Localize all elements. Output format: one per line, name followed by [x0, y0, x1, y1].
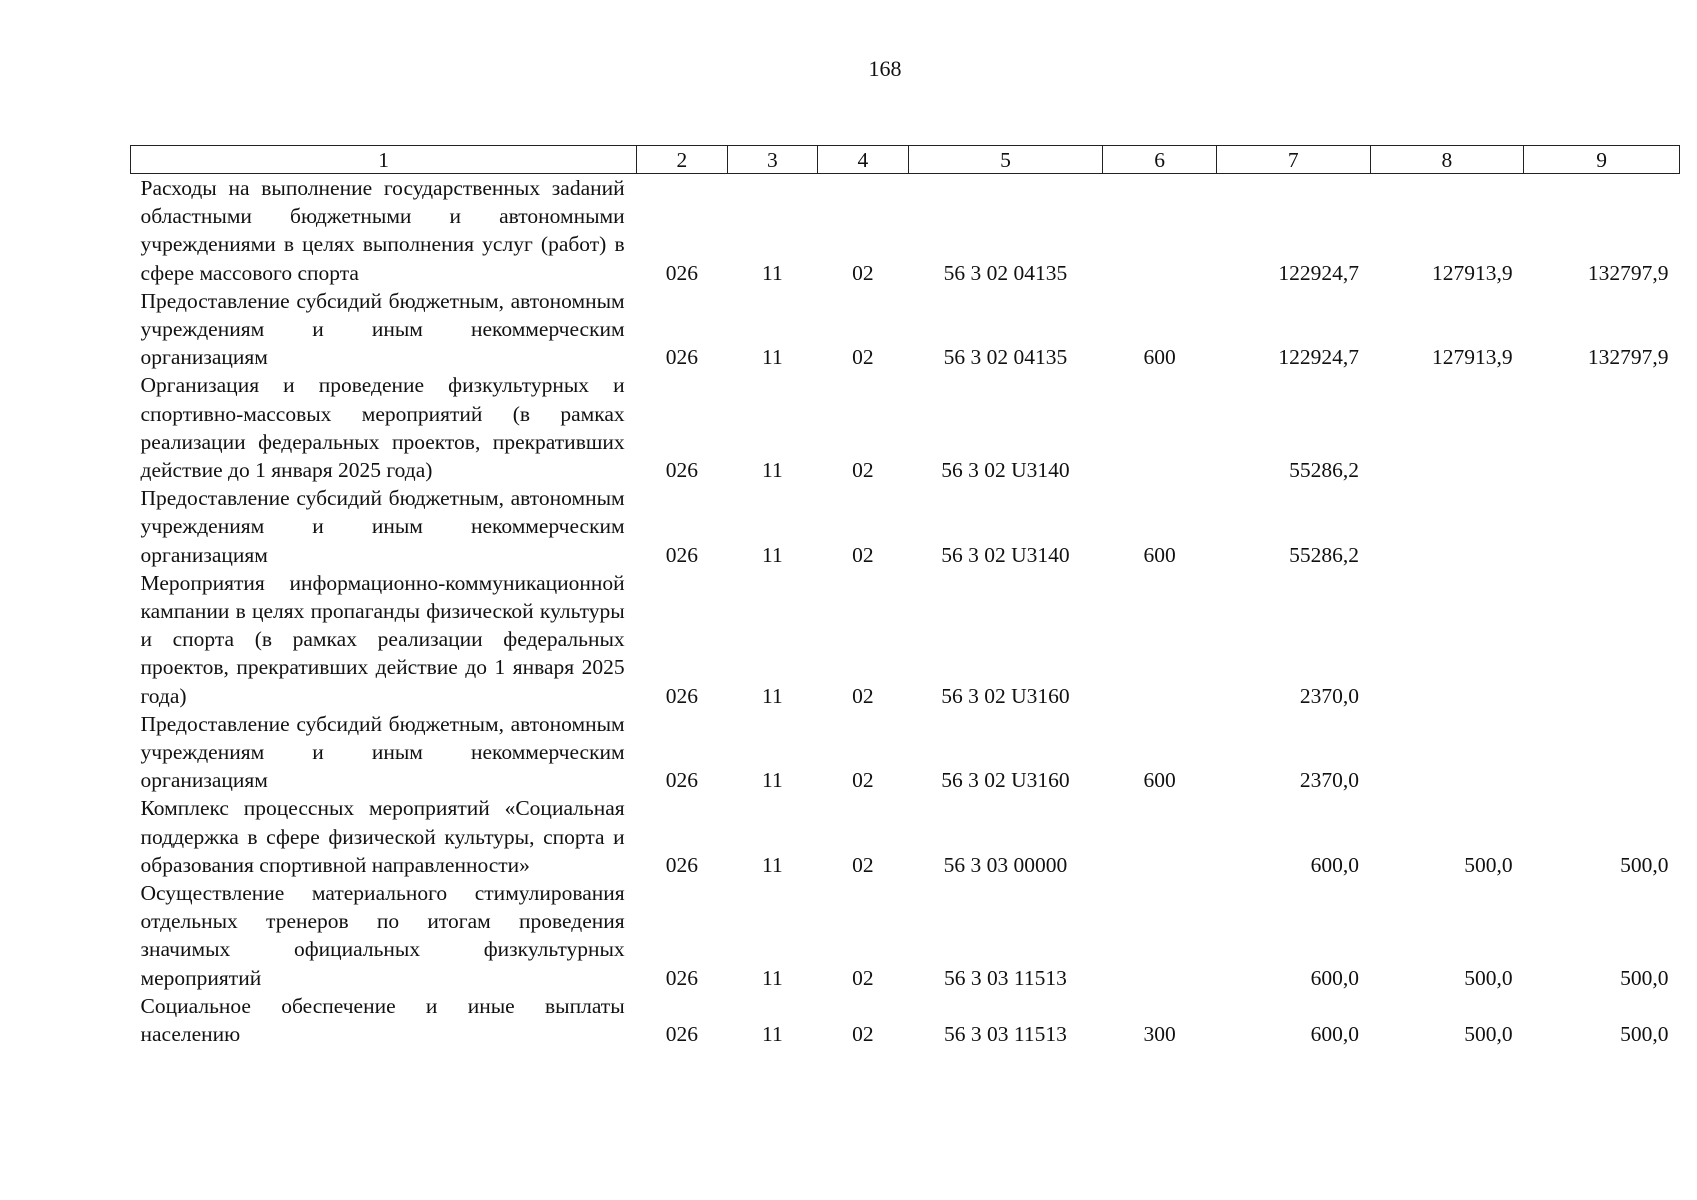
cell-amount-8	[1370, 484, 1524, 569]
cell-subsection: 02	[852, 683, 874, 708]
table-row	[131, 879, 1680, 992]
cell-subsection: 02	[852, 345, 874, 370]
cell-amount-7: 600,0	[1310, 1022, 1360, 1047]
col-header-8: 8	[1370, 146, 1524, 174]
cell-ministry: 026	[665, 852, 699, 877]
cell-subsection: 02	[852, 1022, 874, 1047]
cell-expense-type	[1103, 569, 1217, 710]
table-row	[131, 287, 1680, 372]
cell-amount-8	[1370, 569, 1524, 710]
cell-target-article: 56 3 02 U3160	[941, 768, 1070, 793]
cell-ministry: 026	[665, 965, 699, 990]
cell-amount-9	[1524, 569, 1680, 710]
cell-ministry: 026	[665, 683, 699, 708]
cell-amount-8	[1370, 710, 1524, 795]
cell-subsection: 02	[852, 852, 874, 877]
cell-section: 11	[762, 542, 783, 567]
cell-ministry: 026	[665, 345, 699, 370]
budget-table	[130, 145, 1680, 1048]
cell-amount-8: 500,0	[1464, 1022, 1513, 1047]
cell-amount-8	[1370, 371, 1524, 484]
row-description: Предоставление субсидий бюджетным, автономным учреждениям и иным некоммерческим организациям	[140, 288, 625, 370]
cell-expense-type	[1103, 371, 1217, 484]
cell-amount-7: 55286,2	[1289, 458, 1360, 483]
cell-amount-8: 500,0	[1464, 965, 1513, 990]
row-description: Предоставление субсидий бюджетным, автономным учреждениям и иным некоммерческим организациям	[140, 711, 625, 793]
cell-expense-type	[1103, 794, 1217, 879]
cell-amount-8: 500,0	[1464, 852, 1513, 877]
cell-section: 11	[762, 260, 783, 285]
cell-amount-9: 500,0	[1620, 1022, 1669, 1047]
cell-amount-9	[1524, 710, 1680, 795]
row-description: Социальное обеспечение и иные выплаты населению	[140, 993, 625, 1047]
cell-expense-type: 600	[1143, 542, 1176, 567]
cell-section: 11	[762, 1022, 783, 1047]
cell-section: 11	[762, 965, 783, 990]
table-row	[131, 710, 1680, 795]
cell-ministry: 026	[665, 260, 699, 285]
cell-ministry: 026	[665, 542, 699, 567]
cell-expense-type: 600	[1143, 345, 1176, 370]
col-header-2: 2	[637, 146, 727, 174]
cell-ministry: 026	[665, 458, 699, 483]
cell-expense-type	[1103, 174, 1217, 287]
cell-subsection: 02	[852, 458, 874, 483]
cell-subsection: 02	[852, 260, 874, 285]
cell-amount-7: 2370,0	[1299, 683, 1360, 708]
cell-amount-9: 500,0	[1620, 965, 1669, 990]
cell-expense-type	[1103, 879, 1217, 992]
col-header-4: 4	[818, 146, 908, 174]
cell-section: 11	[762, 852, 783, 877]
cell-target-article: 56 3 03 00000	[943, 852, 1068, 877]
cell-section: 11	[762, 768, 783, 793]
row-description: Организация и проведение физкультурных и спортивно-массовых мероприятий (в рамках реализации федеральных проектов, прекративших действие до 1 января 2025 года)	[140, 373, 625, 483]
table-body	[131, 174, 1680, 1049]
col-header-5: 5	[908, 146, 1103, 174]
page-number: 168	[868, 56, 902, 81]
cell-target-article: 56 3 02 U3160	[941, 683, 1070, 708]
cell-amount-8: 127913,9	[1432, 260, 1513, 285]
cell-amount-9: 132797,9	[1587, 260, 1669, 285]
table-row	[131, 992, 1680, 1048]
col-header-9: 9	[1524, 146, 1680, 174]
row-description: Комплекс процессных мероприятий «Социальная поддержка в сфере физической культуры, спорта и образования спортивной направленности»	[140, 796, 625, 877]
cell-amount-7: 122924,7	[1278, 260, 1360, 285]
row-description: Осуществление материального стимулирования отдельных тренеров по итогам проведения значимых официальных физкультурных мероприятий	[140, 881, 625, 990]
cell-amount-7: 600,0	[1310, 852, 1360, 877]
cell-amount-9	[1524, 371, 1680, 484]
table-row	[131, 174, 1680, 287]
cell-amount-9: 132797,9	[1587, 345, 1669, 370]
header-row	[131, 146, 1680, 174]
cell-expense-type: 600	[1143, 768, 1176, 793]
cell-ministry: 026	[665, 1022, 699, 1047]
col-header-1: 1	[131, 146, 637, 174]
cell-amount-9	[1524, 484, 1680, 569]
table-header	[131, 146, 1680, 174]
table-row	[131, 484, 1680, 569]
cell-target-article: 56 3 02 04135	[943, 345, 1068, 370]
table-row	[131, 371, 1680, 484]
cell-expense-type: 300	[1143, 1022, 1176, 1047]
cell-target-article: 56 3 03 11513	[944, 965, 1067, 990]
col-header-6: 6	[1103, 146, 1217, 174]
row-description: Мероприятия информационно-коммуникационной кампании в целях пропаганды физической культуры и спорта (в рамках реализации федеральных проектов, прекративших действие до 1 января 2025 года)	[140, 570, 625, 708]
table-row	[131, 569, 1680, 710]
cell-subsection: 02	[852, 965, 874, 990]
cell-target-article: 56 3 02 U3140	[941, 458, 1070, 483]
table-row	[131, 794, 1680, 879]
row-description: Расходы на выполнение государственных заdаний областными бюджетными и автономными учреждениями в целях выполнения услуг (работ) в сфере массового спорта	[140, 176, 625, 285]
cell-subsection: 02	[852, 768, 874, 793]
cell-amount-8: 127913,9	[1432, 345, 1513, 370]
cell-section: 11	[762, 458, 783, 483]
cell-section: 11	[762, 345, 783, 370]
cell-amount-9: 500,0	[1620, 852, 1669, 877]
cell-target-article: 56 3 03 11513	[944, 1022, 1067, 1047]
cell-amount-7: 2370,0	[1299, 768, 1360, 793]
cell-amount-7: 122924,7	[1278, 345, 1360, 370]
row-description: Предоставление субсидий бюджетным, автономным учреждениям и иным некоммерческим организациям	[140, 486, 625, 567]
cell-target-article: 56 3 02 U3140	[941, 542, 1070, 567]
col-header-3: 3	[727, 146, 817, 174]
cell-ministry: 026	[665, 768, 699, 793]
col-header-7: 7	[1216, 146, 1370, 174]
cell-subsection: 02	[852, 542, 874, 567]
cell-target-article: 56 3 02 04135	[943, 260, 1068, 285]
cell-amount-7: 600,0	[1310, 965, 1360, 990]
cell-section: 11	[762, 683, 783, 708]
cell-amount-7: 55286,2	[1289, 542, 1360, 567]
